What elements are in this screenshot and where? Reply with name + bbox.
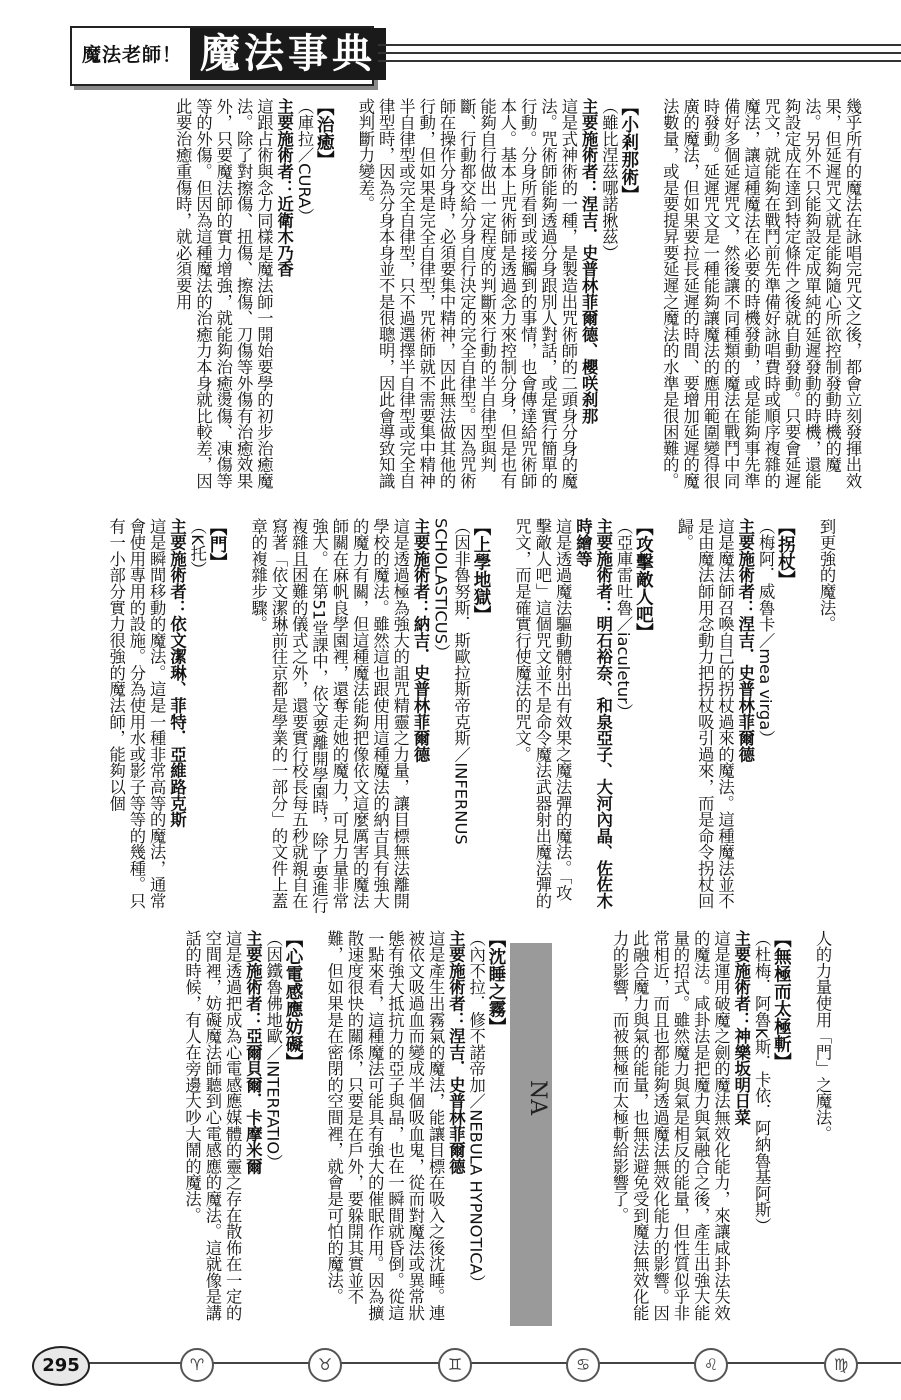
header-title: 魔法事典: [190, 28, 386, 80]
virgo-icon: ♍: [824, 1348, 858, 1382]
caster-line: 主要施術者：近衛木乃香: [274, 98, 294, 278]
paragraph: 這是運用破魔之劍的魔法無效化能力，來讓咸卦法失效的魔法。咸卦法是把魔力與氣融合之後，產生出強大能量的招式。雖然魔力與氣是相反的能量，但性質似乎非常相近，而且也都能夠透過魔法無效化能力的影響。因此融合魔力與氣的能量，也無法避免受到魔法無效化能力的影響，而被無極而太極斬給影響了。: [610, 930, 731, 1321]
column-top: [66, 98, 862, 496]
caster-line: 主要施術者：涅吉．史普林菲爾德、櫻咲刹那: [579, 98, 599, 424]
paragraph: 這是式神術的一種，是製造出咒術師的二頭身分身的魔法。咒術師能夠透過分身跟別人對話，或是實行簡單的行動。分身所看到或接觸到的事情，也會傳達給咒術師本人。基本上咒術師是透過念力來控制分身，但是也有能夠自行做出一定程度的判斷來行動的半自律型與判斷、行動都交給分身自行決定的完全自律型。因為咒術師在操作分身時，必須要集中精神，因此無法做其他的行動，但如果是完全自律型，咒術師就不需要集中精神半自律型或完全自律型，只不過選擇半自律型或完全自律型時，因為分身本身並不是很聰明，因此會導致知識或判斷力變差。: [355, 98, 578, 489]
paragraph: （亞庫雷吐魯／iaculetur）: [614, 518, 634, 721]
column-middle: [90, 518, 836, 916]
paragraph: （因非魯努斯．斯歐拉斯帝克斯／INFERNUS SCHOLASTICUS）: [431, 518, 471, 845]
paragraph: （杜梅．阿魯K斯．卡依．阿納魯基阿斯）: [752, 930, 772, 1234]
na-label: NA: [525, 1080, 550, 1116]
page-number: 295: [32, 1346, 90, 1386]
paragraph: 這是瞬間移動的魔法。這是一種非常高等的魔法，通常會使用專用的設施。分為使用水或影子等等的幾種。只有一小部分實力很強的魔法師，能夠以個: [106, 518, 167, 909]
entry-title: 【攻擊敵人吧】: [633, 518, 654, 641]
entry-title: 【治癒】: [314, 98, 335, 168]
paragraph: [334, 98, 354, 496]
paragraph: [791, 930, 811, 1330]
paragraph: （因鐵魯佛地歐／INTERFATIO）: [263, 930, 283, 1171]
header-subtitle: 魔法老師！: [82, 44, 183, 66]
header-rule-3: [378, 60, 901, 62]
paragraph: 這是透過魔法驅動體射出有效果之魔法彈的魔法。「攻擊敵人吧」這個咒文並不是命令魔法武器射出魔法彈的咒文，而是確實行使魔法的咒文。: [512, 518, 573, 909]
header-rule-1: [378, 44, 901, 46]
paragraph: 這跟占術與念力同樣是魔法師一開始要學的初步治癒魔法。除了對擦傷、扭傷、擦傷、刀傷等外傷有治癒效果外，只要魔法師的實力增強，就能夠治癒燙傷、凍傷等等的外傷。但因為這種魔法的治癒力本身就比較差，因此要治癒重傷時，就必須要用: [173, 98, 274, 489]
paragraph: （梅阿．威魯卡／mea virga）: [756, 518, 776, 747]
caster-line: 主要施術者：涅吉．史普林菲爾德: [735, 518, 755, 763]
header-rule-2: [378, 52, 901, 54]
entry-title: 【上學地獄】: [470, 518, 491, 623]
paragraph: [303, 930, 323, 1330]
paragraph: [639, 98, 659, 496]
paragraph: （雖比涅茲哪諾揪茲）: [599, 98, 619, 261]
paragraph: [491, 518, 511, 916]
paragraph: 幾乎所有的魔法在詠唱完咒文之後，都會立刻發揮出效果，但延遲咒文就是能夠隨心所欲控制發動時機的魔法。另外不只能夠設定成單純的延遲發動的時機，還能夠設定成在達到特定條件之後就自動發動。只要會延遲咒文，就能夠在戰鬥前先準備好詠唱費時或順序複雜的魔法，讓這種魔法在必要的時機發動，或是能夠事先準備好多個延遲咒文，然後讓不同種類的魔法在戰鬥中同時發動。延遲咒文是一種能夠讓魔法的應用範圍變得很廣的魔法，但如果要拉長延遲的時間、要增加延遲的魔法數量，或是要提昇要延遲之魔法的水準是很困難的。: [660, 98, 862, 489]
paragraph: [795, 518, 815, 916]
caster-line: 主要施術者：明石裕奈、和泉亞子、大河內晶、佐佐木時繪等: [573, 518, 613, 909]
caster-line: 主要施術者：涅吉．史普林菲爾德: [446, 930, 466, 1175]
caster-line: 主要施術者：亞爾貝爾．卡摩米爾: [243, 930, 263, 1175]
cancer-icon: ♋: [566, 1348, 600, 1382]
caster-line: 主要施術者：神樂坂明日菜: [731, 930, 751, 1126]
paragraph: （內不拉．修不諾帝加／NEBULA HYPNOTICA）: [466, 930, 486, 1292]
taurus-icon: ♉: [308, 1348, 342, 1382]
column-bottom-right: [570, 930, 832, 1330]
paragraph: 這是透過把成為心電感應媒體的靈之存在散佈在一定的空間裡，妨礙魔法師聽到心電感應的魔法。這就像是講話的時候，有人在旁邊大吵大鬧的魔法。: [182, 930, 243, 1321]
leo-icon: ♌: [694, 1348, 728, 1382]
paragraph: 這是魔法師召喚自己的拐杖過來的魔法。這種魔法並不是由魔法師用念動力把拐杖吸引過來，而是命令拐杖回歸。: [674, 518, 735, 909]
entry-title: 【拐杖】: [775, 518, 796, 588]
na-bar: [510, 943, 552, 1326]
entry-title: 【心電感應妨礙】: [283, 930, 304, 1070]
entry-title: 【沈睡之霧】: [486, 930, 506, 1035]
entry-title: 【小剎那術】: [618, 98, 639, 203]
paragraph: 人的力量使用「門」之魔法。: [813, 930, 832, 1142]
paragraph: [227, 518, 247, 916]
aries-icon: ♈: [180, 1348, 214, 1382]
caster-line: 主要施術者：依文潔琳、菲特．亞維路克斯: [167, 518, 187, 828]
gemini-icon: ♊: [438, 1348, 472, 1382]
paragraph: （庫拉／CURA）: [294, 98, 314, 225]
column-bottom-left: [122, 930, 506, 1330]
entry-title: 【門】: [207, 518, 228, 571]
caster-line: 主要施術者：納吉．史普林菲爾德: [411, 518, 431, 763]
paragraph: 這是透過極為強大的詛咒精靈之力量，讓目標無法離開學校的魔法。雖然這也跟使用這種魔法的納吉具有強大的魔力有關，但這種魔法能夠把像依文這麼厲害的魔法師關在麻帆良學園裡，還奪走她的魔力，可見力量非常強大。在第51堂課中，依文要離開學園時，除了要進行複雜且困難的儀式之外，還要實行校長每五秒就親自在寫著「依文潔琳前往京都是學業的一部分」的文件上蓋章的複雜步驟。: [248, 518, 410, 914]
entry-title: 【無極而太極斬】: [771, 930, 792, 1070]
paragraph: 這是產生出霧氣的魔法，能讓目標在吸入之後沈睡。連被依文吸過血而變成半個吸血鬼，從而對魔法或異常狀態有強大抵抗力的亞子與晶，也在一瞬間就昏倒。從這一點來看，這種魔法可能具有強大的催眠作用。因為擴散速度很快的關係，只要是在戶外，要躲開其實並不難，但如果是在密閉的空間裡，就會是可怕的魔法。: [324, 930, 446, 1321]
paragraph: [653, 518, 673, 916]
paragraph: （K托）: [187, 518, 207, 578]
paragraph: 到更強的魔法。: [817, 518, 836, 633]
